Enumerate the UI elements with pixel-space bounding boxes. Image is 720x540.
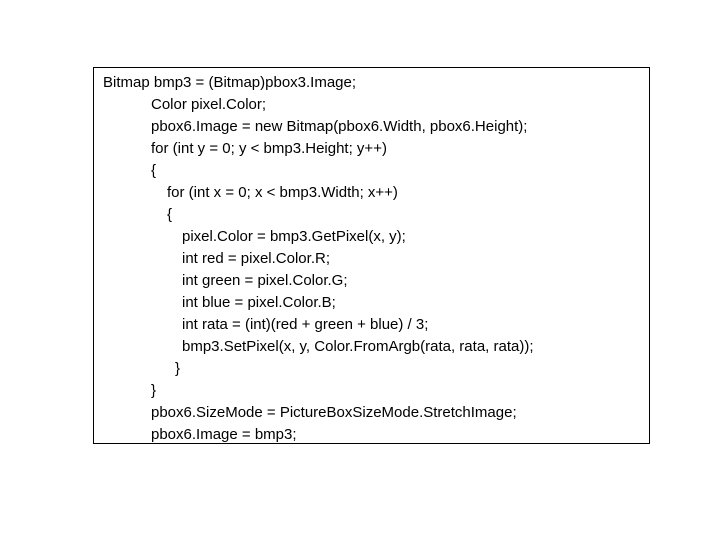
code-line-8: pixel.Color = bmp3.GetPixel(x, y); [182, 228, 406, 245]
code-line-17: pbox6.Image = bmp3; [151, 426, 297, 443]
code-line-3: pbox6.Image = new Bitmap(pbox6.Width, pbox6.Height); [151, 118, 528, 135]
code-line-1: Bitmap bmp3 = (Bitmap)pbox3.Image; [103, 74, 357, 91]
code-line-9: int red = pixel.Color.R; [182, 250, 330, 267]
code-line-13: bmp3.SetPixel(x, y, Color.FromArgb(rata, rata, rata)); [182, 338, 534, 355]
code-line-11: int blue = pixel.Color.B; [182, 294, 336, 311]
code-line-7: { [167, 206, 173, 223]
code-line-16: pbox6.SizeMode = PictureBoxSizeMode.StretchImage; [151, 404, 517, 421]
code-line-15: } [151, 382, 157, 399]
code-line-12: int rata = (int)(red + green + blue) / 3; [182, 316, 429, 333]
code-line-2: Color pixel.Color; [151, 96, 267, 113]
code-line-6: for (int x = 0; x < bmp3.Width; x++) [167, 184, 398, 201]
code-line-14: } [175, 360, 181, 377]
code-line-10: int green = pixel.Color.G; [182, 272, 348, 289]
code-line-5: { [151, 162, 157, 179]
code-snippet-box [93, 67, 650, 444]
code-line-4: for (int y = 0; y < bmp3.Height; y++) [151, 140, 387, 157]
